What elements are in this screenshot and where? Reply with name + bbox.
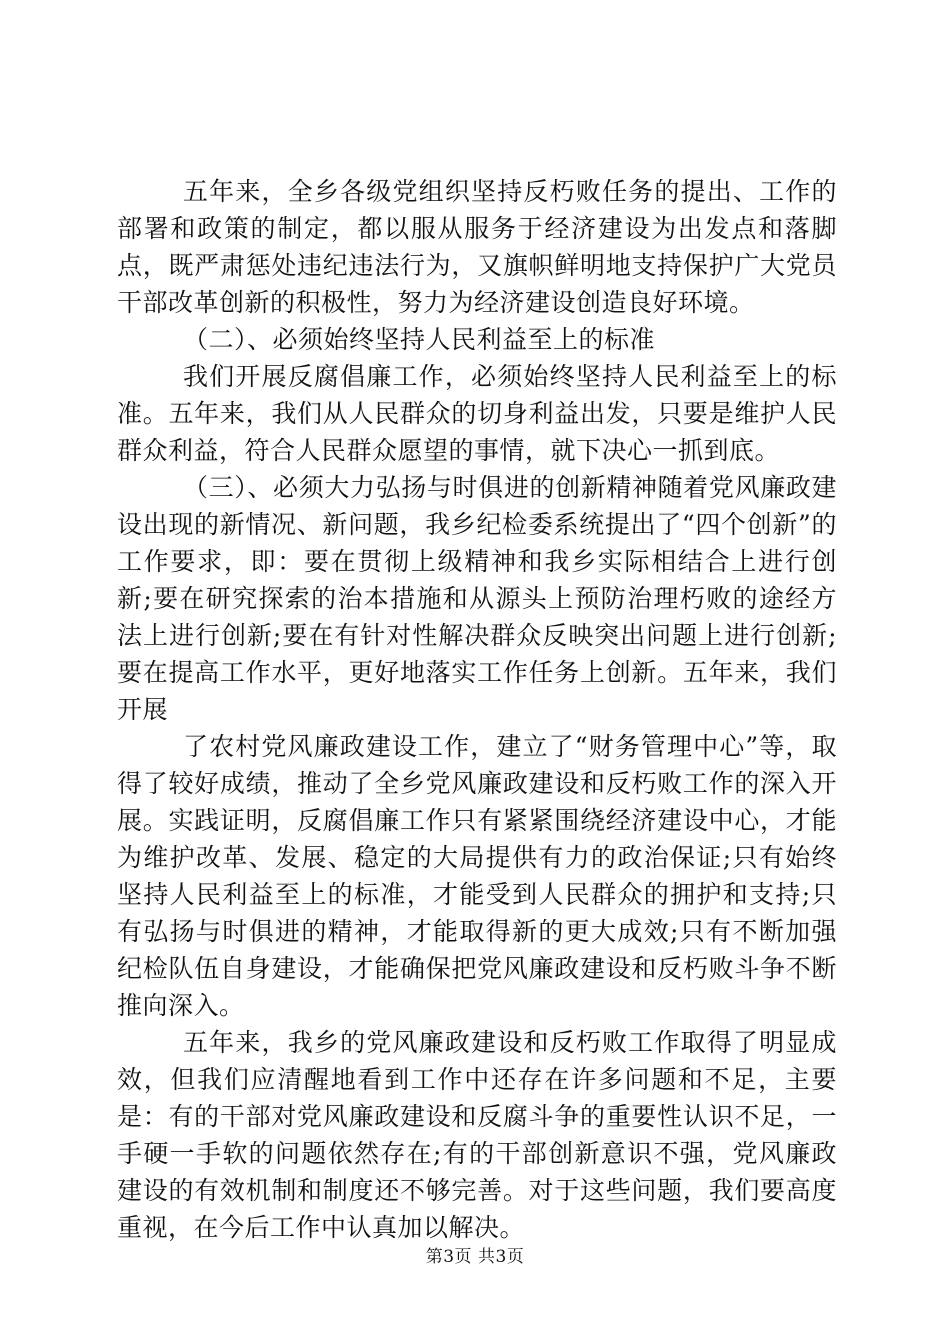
section-heading-three-paragraph: （三）、必须大力弘扬与时俱进的创新精神随着党风廉政建设出现的新情况、新问题，我乡纪检委系统提出了“四个创新”的工作要求，即：要在贯彻上级精神和我乡实际相结合上进行创新;要在研究探索的治本措施和从源头上预防治理朽败的途经方法上进行创新;要在有针对性解决群众反映突出问题上进行创新;要在提高工作水平，更好地落实工作任务上创新。五年来，我们开展 (117, 473, 837, 724)
paragraph-people-interest: 我们开展反腐倡廉工作，必须始终坚持人民利益至上的标准。五年来，我们从人民群众的切身利益出发，只要是维护人民群众利益，符合人民群众愿望的事情，就下决心一抓到底。 (117, 362, 837, 465)
paragraph-problems: 五年来，我乡的党风廉政建设和反朽败工作取得了明显成效，但我们应清醒地看到工作中还存在许多问题和不足，主要是：有的干部对党风廉政建设和反腐斗争的重要性认识不足，一手硬一手软的问题依然存在;有的干部创新意识不强，党风廉政建设的有效机制和制度还不够完善。对于这些问题，我们要高度重视，在今后工作中认真加以解决。 (117, 1028, 837, 1242)
page-number-footer: 第3页 共3页 (425, 1247, 525, 1267)
section-heading-two: （二）、必须始终坚持人民利益至上的标准 (183, 325, 656, 354)
document-body (117, 173, 837, 1246)
paragraph-anti-corruption-economy: 五年来，全乡各级党组织坚持反朽败任务的提出、工作的部署和政策的制定，都以服从服务于经济建设为出发点和落脚点，既严肃惩处违纪违法行为，又旗帜鲜明地支持保护广大党员干部改革创新的积极性，努力为经济建设创造良好环境。 (117, 177, 837, 317)
paragraph-practice-proves: 了农村党风廉政建设工作，建立了“财务管理中心”等，取得了较好成绩，推动了全乡党风廉政建设和反朽败工作的深入开展。实践证明，反腐倡廉工作只有紧紧围绕经济建设中心，才能为维护改革、发展、稳定的大局提供有力的政治保证;只有始终坚持人民利益至上的标准，才能受到人民群众的拥护和支持;只有弘扬与时俱进的精神，才能取得新的更大成效;只有不断加强纪检队伍自身建设，才能确保把党风廉政建设和反朽败斗争不断推向深入。 (117, 732, 837, 1020)
